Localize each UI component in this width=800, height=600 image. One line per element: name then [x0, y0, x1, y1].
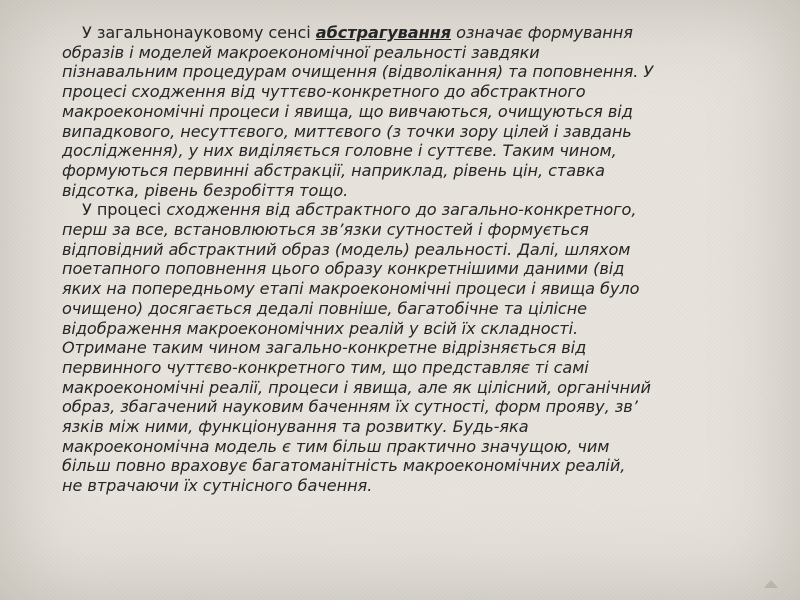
paragraph-concretization-process [62, 200, 752, 496]
key-term-abstraction: абстрагування [315, 23, 452, 42]
paragraph-text-fragment: означає формування [451, 23, 633, 42]
text-line: перш за все, встановлюються зв’язки сутностей і формується [62, 220, 589, 240]
text-line: відповідний абстрактний образ (модель) реальності. Далі, шляхом [62, 239, 631, 259]
text-line: поетапного поповнення цього образу конкретнішими даними (від [62, 259, 625, 279]
text-line: відображення макроекономічних реалій у всій їх складності. [62, 318, 579, 338]
paragraph-lead-text: У загальнонауковому сенсі [82, 23, 316, 42]
text-line: дослідження), у них виділяється головне і суттєве. Таким чином, [62, 141, 617, 161]
text-line: пізнавальним процедурам очищення (відволікання) та поповнення. У [62, 62, 654, 82]
text-line: яких на попередньому етапі макроекономічні процеси і явища було [62, 279, 640, 299]
paragraph-text-fragment: сходження від абстрактного до загально-конкретного, [166, 200, 637, 220]
text-line: формуються первинні абстракції, наприклад, рівень цін, ставка [62, 160, 605, 180]
text-line: образ, збагачений науковим баченням їх сутності, форм прояву, зв’ [62, 397, 638, 417]
text-line: очищено) досягається дедалі повніше, багатобічне та цілісне [62, 298, 588, 318]
text-line: відсотка, рівень безробіття тощо. [62, 180, 349, 200]
text-line: не втрачаючи їх сутнісного бачення. [62, 476, 373, 496]
paragraph-abstraction-definition [62, 23, 752, 200]
text-line: первинного чуттєво-конкретного тим, що представляє ті самі [62, 357, 589, 377]
text-line [82, 23, 633, 42]
text-line: процесі сходження від чуттєво-конкретного до абстрактного [62, 82, 586, 102]
text-line: макроекономічні процеси і явища, що вивчаються, очищуються від [62, 101, 633, 121]
slide-corner-decoration [764, 580, 778, 588]
text-line: більш повно враховує багатоманітність макроекономічних реалій, [62, 456, 626, 476]
text-line: образів і моделей макроекономічної реальності завдяки [62, 42, 540, 62]
slide-text-body [62, 23, 752, 496]
text-line: язків між ними, функціонування та розвитку. Будь-яка [62, 417, 529, 437]
text-line: макроекономічна модель є тим більш практично значущою, чим [62, 436, 610, 456]
text-line: Отримане таким чином загально-конкретне відрізняється від [62, 338, 587, 358]
paragraph-lead-text: У процесі [82, 200, 167, 220]
text-line: макроекономічні реалії, процеси і явища, але як цілісний, органічний [62, 377, 651, 397]
text-line: випадкового, несуттєвого, миттєвого (з точки зору цілей і завдань [62, 121, 632, 141]
text-line [82, 200, 636, 219]
